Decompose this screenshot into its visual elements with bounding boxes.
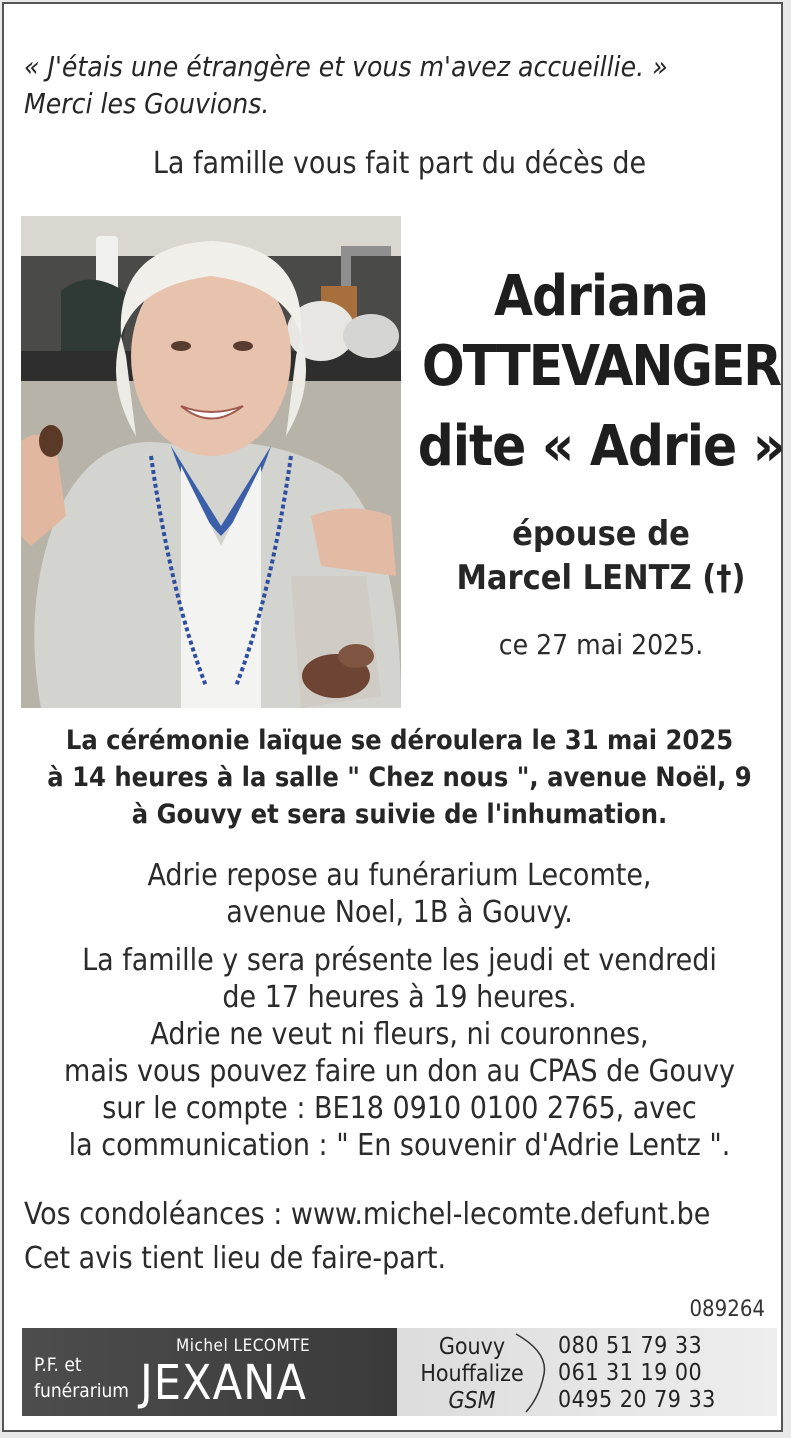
info-line: Adrie ne veut ni fleurs, ni couronnes, bbox=[150, 1017, 649, 1052]
gsm-label: GSM bbox=[448, 1388, 496, 1414]
phone-houffalize[interactable]: 061 31 19 00 bbox=[558, 1360, 703, 1386]
info-line: La famille y sera présente les jeudi et vendredi bbox=[82, 943, 717, 978]
condolences-link[interactable]: Vos condoléances : www.michel-lecomte.defunt.be bbox=[24, 1197, 711, 1232]
info-line: la communication : " En souvenir d'Adrie Lentz ". bbox=[68, 1128, 731, 1163]
deceased-last-name: OTTEVANGER bbox=[421, 334, 781, 399]
death-date: ce 27 mai 2025. bbox=[498, 628, 704, 661]
ceremony-line: La cérémonie laïque se déroulera le 31 mai 2025 bbox=[65, 725, 734, 756]
pf-line: funérarium bbox=[34, 1380, 129, 1402]
visitation-hours bbox=[4, 942, 791, 1016]
ceremony-line: à 14 heures à la salle " Chez nous ", avenue Noël, 9 bbox=[47, 762, 752, 793]
info-line: mais vous pouvez faire un don au CPAS de Gouvy bbox=[64, 1054, 735, 1089]
ceremony-line: à Gouvy et sera suivie de l'inhumation. bbox=[131, 799, 668, 830]
info-line: sur le compte : BE18 0910 0100 2765, avec bbox=[102, 1091, 697, 1126]
banner-brand-panel bbox=[22, 1328, 397, 1416]
town-houffalize: Houffalize bbox=[420, 1361, 524, 1387]
towns-list bbox=[402, 1334, 542, 1415]
deceased-first-name: Adriana bbox=[493, 264, 709, 329]
phone-numbers bbox=[558, 1333, 716, 1414]
spouse-block bbox=[414, 512, 788, 600]
quote-line: Merci les Gouvions. bbox=[24, 87, 270, 120]
pf-line: P.F. et bbox=[34, 1354, 82, 1376]
director-name: Michel LECOMTE bbox=[176, 1336, 311, 1356]
spouse-label: épouse de bbox=[512, 514, 690, 554]
quote-line: « J'étais une étrangère et vous m'avez accueillie. » bbox=[24, 50, 668, 83]
donation-info bbox=[4, 1016, 791, 1164]
deceased-name-block bbox=[414, 262, 788, 492]
funeral-home-banner bbox=[22, 1328, 779, 1416]
info-line: de 17 heures à 19 heures. bbox=[222, 980, 577, 1015]
info-line: Adrie repose au funérarium Lecomte, bbox=[147, 858, 652, 893]
brand-logo: JEXANA bbox=[140, 1355, 307, 1411]
portrait-photo bbox=[21, 216, 401, 708]
deceased-nickname: dite « Adrie » bbox=[417, 414, 785, 479]
epigraph-quote bbox=[24, 48, 668, 122]
obituary-notice bbox=[2, 2, 783, 1432]
town-gouvy: Gouvy bbox=[438, 1334, 506, 1360]
announcement-text: La famille vous fait part du décès de bbox=[152, 146, 647, 181]
funeral-home-info bbox=[4, 857, 791, 931]
spouse-name: Marcel LENTZ (†) bbox=[456, 558, 746, 598]
phone-gsm[interactable]: 0495 20 79 33 bbox=[558, 1387, 716, 1413]
ceremony-details bbox=[4, 722, 791, 833]
pf-label bbox=[34, 1352, 129, 1404]
info-line: avenue Noel, 1B à Gouvy. bbox=[226, 895, 573, 930]
reference-number: 089264 bbox=[689, 1297, 765, 1322]
notice-text: Cet avis tient lieu de faire-part. bbox=[24, 1241, 447, 1276]
phone-gouvy[interactable]: 080 51 79 33 bbox=[558, 1333, 703, 1359]
